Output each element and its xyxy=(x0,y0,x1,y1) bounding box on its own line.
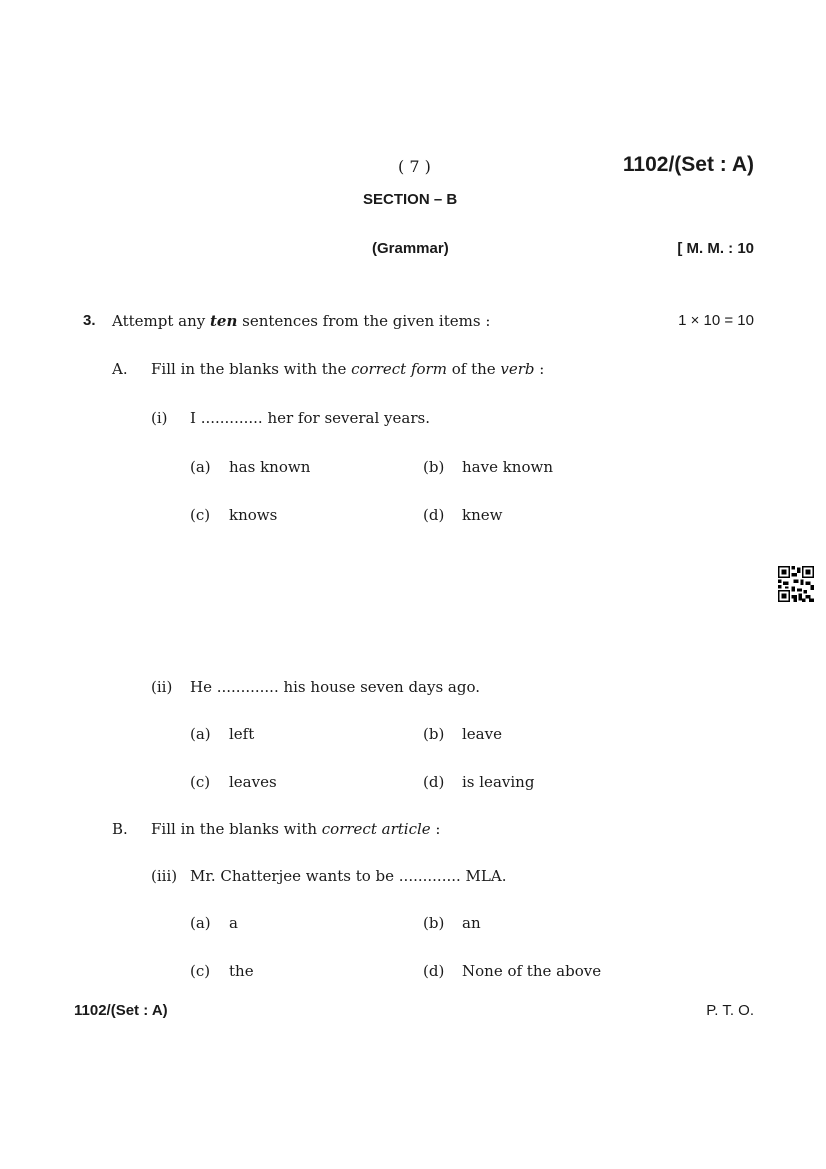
option-label: (b) xyxy=(423,725,445,743)
paper-code-header: 1102/(Set : A) xyxy=(622,153,754,176)
question-text: Attempt any ten sentences from the given items : xyxy=(112,312,491,330)
option-text: has known xyxy=(229,458,311,476)
option-label: (c) xyxy=(190,506,211,524)
item-number: (iii) xyxy=(151,867,178,885)
part-b-letter: B. xyxy=(112,820,128,838)
max-marks: [ M. M. : 10 xyxy=(677,240,754,257)
item-sentence: He ............. his house seven days ago. xyxy=(190,678,481,696)
option-label: (a) xyxy=(190,725,211,743)
option-text: knows xyxy=(229,506,278,524)
question-marks: 1 × 10 = 10 xyxy=(678,312,754,329)
option-text: None of the above xyxy=(462,962,602,980)
option-text: leave xyxy=(462,725,502,743)
pto-label: P. T. O. xyxy=(706,1002,754,1019)
option-label: (b) xyxy=(423,458,445,476)
option-text: the xyxy=(229,962,254,980)
part-a-instruction: Fill in the blanks with the correct form of the verb : xyxy=(151,360,545,378)
option-label: (d) xyxy=(423,962,445,980)
option-text: an xyxy=(462,914,481,932)
question-number: 3. xyxy=(83,312,96,329)
option-text: is leaving xyxy=(462,773,535,791)
option-label: (b) xyxy=(423,914,445,932)
item-number: (ii) xyxy=(151,678,173,696)
qr-code-icon xyxy=(778,566,814,602)
option-text: knew xyxy=(462,506,503,524)
item-sentence: Mr. Chatterjee wants to be ............. MLA. xyxy=(190,867,507,885)
option-text: have known xyxy=(462,458,554,476)
subsection-title: (Grammar) xyxy=(372,240,449,257)
option-label: (c) xyxy=(190,773,211,791)
part-a-letter: A. xyxy=(112,360,128,378)
part-b-instruction: Fill in the blanks with correct article : xyxy=(151,820,441,838)
option-label: (a) xyxy=(190,914,211,932)
option-label: (a) xyxy=(190,458,211,476)
question-emphasis: ten xyxy=(209,312,238,330)
paper-code-footer: 1102/(Set : A) xyxy=(74,1002,168,1019)
option-label: (d) xyxy=(423,506,445,524)
option-text: left xyxy=(229,725,255,743)
page-number: ( 7 ) xyxy=(398,157,431,176)
option-label: (c) xyxy=(190,962,211,980)
option-label: (d) xyxy=(423,773,445,791)
section-title: SECTION – B xyxy=(363,191,458,208)
option-text: leaves xyxy=(229,773,277,791)
option-text: a xyxy=(229,914,238,932)
item-number: (i) xyxy=(151,409,168,427)
item-sentence: I ............. her for several years. xyxy=(190,409,430,427)
